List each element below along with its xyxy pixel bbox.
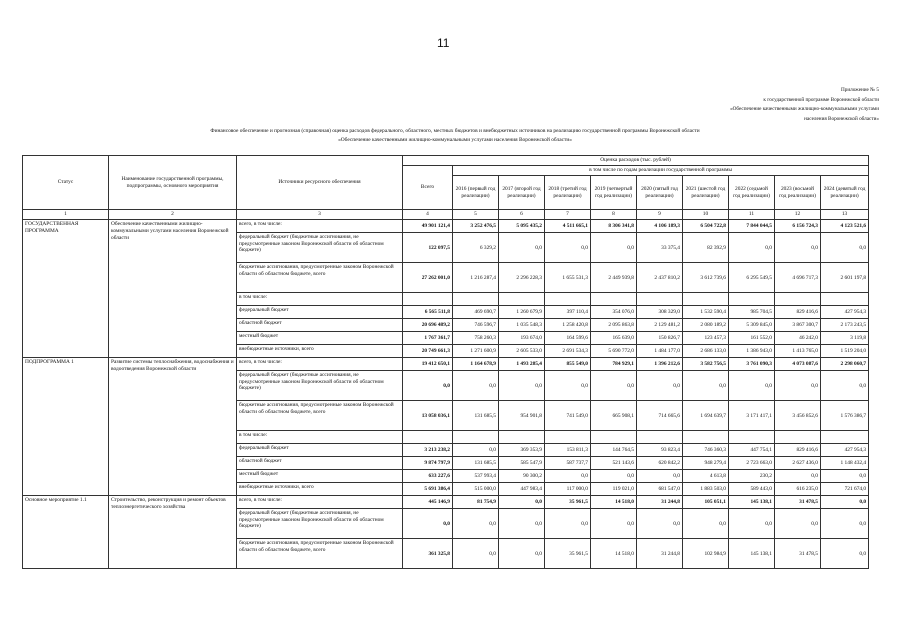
cell-year-value: 6 295 549,5 (729, 263, 775, 293)
column-number: 9 (637, 210, 683, 220)
cell-year-value: 0,0 (683, 509, 729, 539)
cell-year-value (821, 431, 869, 444)
cell-year-value: 90 300,2 (499, 470, 545, 483)
cell-year-value: 105 051,1 (683, 496, 729, 509)
cell-year-value: 31 478,5 (775, 496, 821, 509)
row-funding-source: всего, в том числе: (237, 358, 403, 371)
cell-year-value: 1 386 943,0 (729, 345, 775, 358)
cell-year-value: 0,0 (545, 233, 591, 263)
cell-year-value: 829 416,6 (775, 306, 821, 319)
column-number-row (23, 210, 869, 220)
cell-year-value: 153 811,3 (545, 444, 591, 457)
cell-total (403, 293, 453, 306)
cell-year-value: 14 518,0 (591, 496, 637, 509)
cell-year-value: 119 021,0 (591, 483, 637, 496)
cell-year-value: 0,0 (499, 509, 545, 539)
cell-year-value: 616 235,0 (775, 483, 821, 496)
cell-year-value: 0,0 (821, 470, 869, 483)
row-funding-source: федеральный бюджет (бюджетные ассигнования, не предусмотренные законом Воронежской области об областном бюджете) (237, 233, 403, 263)
cell-year-value: 4 613,8 (683, 470, 729, 483)
cell-total: 122 097,5 (403, 233, 453, 263)
cell-year-value: 145 138,1 (729, 496, 775, 509)
cell-year-value: 0,0 (453, 371, 499, 401)
cell-year-value: 145 138,1 (729, 539, 775, 569)
row-funding-source: в том числе: (237, 293, 403, 306)
cell-year-value: 5 690 772,0 (591, 345, 637, 358)
cell-year-value: 0,0 (591, 509, 637, 539)
cell-year-value: 829 416,6 (775, 444, 821, 457)
cell-year-value: 150 826,7 (637, 332, 683, 345)
cell-year-value: 3 456 852,6 (775, 401, 821, 431)
cell-year-value: 3 171 417,1 (729, 401, 775, 431)
row-funding-source: областной бюджет (237, 457, 403, 470)
cell-year-value (545, 431, 591, 444)
cell-year-value: 102 984,9 (683, 539, 729, 569)
header-name: Наименование государственной программы, подпрограммы, основного мероприятия (109, 156, 237, 210)
cell-total: 19 412 650,1 (403, 358, 453, 371)
header-year: 2023 (восьмой год реализации) (775, 176, 821, 210)
cell-year-value (683, 431, 729, 444)
cell-year-value: 46 242,0 (775, 332, 821, 345)
column-number: 2 (109, 210, 237, 220)
cell-year-value: 0,0 (545, 371, 591, 401)
column-number: 5 (453, 210, 499, 220)
cell-year-value (729, 293, 775, 306)
table-row (23, 358, 869, 371)
cell-year-value: 0,0 (821, 539, 869, 569)
cell-year-value: 948 279,4 (683, 457, 729, 470)
cell-year-value: 0,0 (453, 444, 499, 457)
appendix-line: населения Воронежской области» (804, 115, 879, 122)
cell-year-value: 2 129 481,2 (637, 319, 683, 332)
table-caption (140, 127, 770, 146)
cell-year-value: 0,0 (821, 496, 869, 509)
caption-line: Финансовое обеспечение и прогнозная (справочная) оценка расходов федерального, областного, местных бюджетов и внебюджетных источников на реализацию государственной программы Воронежской области (210, 128, 700, 134)
cell-year-value: 447 754,1 (729, 444, 775, 457)
header-estimate: Оценка расходов (тыс. рублей) (403, 156, 869, 166)
cell-year-value: 2 723 663,0 (729, 457, 775, 470)
row-funding-source: бюджетные ассигнования, предусмотренные законом Воронежской области об областном бюджете, всего (237, 539, 403, 569)
row-funding-source: внебюджетные источники, всего (237, 345, 403, 358)
cell-year-value: 0,0 (499, 371, 545, 401)
cell-year-value: 5 095 435,2 (499, 220, 545, 233)
header-year: 2024 (девятый год реализации) (821, 176, 869, 210)
cell-year-value: 515 000,0 (453, 483, 499, 496)
column-number: 3 (237, 210, 403, 220)
cell-year-value: 0,0 (775, 509, 821, 539)
row-funding-source: федеральный бюджет (237, 306, 403, 319)
cell-year-value: 1 396 212,6 (637, 358, 683, 371)
cell-year-value: 1 164 678,9 (453, 358, 499, 371)
caption-line: «Обеспечение качественными жилищно-коммунальными услугами населения Воронежской области» (338, 137, 572, 144)
cell-total: 3 213 238,2 (403, 444, 453, 457)
cell-year-value: 746 596,7 (453, 319, 499, 332)
cell-year-value: 721 674,0 (821, 483, 869, 496)
cell-year-value: 2 691 534,3 (545, 345, 591, 358)
cell-year-value: 537 993,4 (453, 470, 499, 483)
column-number: 1 (23, 210, 109, 220)
header-year: 2020 (пятый год реализации) (637, 176, 683, 210)
cell-year-value: 2 449 939,8 (591, 263, 637, 293)
cell-year-value: 3 867 300,7 (775, 319, 821, 332)
cell-year-value (453, 293, 499, 306)
row-program-name: Строительство, реконструкция и ремонт объектов теплоэнергетического хозяйства (109, 496, 237, 569)
header-year: 2021 (шестой год реализации) (683, 176, 729, 210)
column-number: 6 (499, 210, 545, 220)
cell-year-value: 758 260,3 (453, 332, 499, 345)
cell-total: 5 691 386,4 (403, 483, 453, 496)
cell-year-value: 0,0 (637, 371, 683, 401)
cell-year-value: 714 665,6 (637, 401, 683, 431)
cell-year-value: 1 258 420,8 (545, 319, 591, 332)
row-funding-source: всего, в том числе: (237, 220, 403, 233)
cell-total: 361 325,8 (403, 539, 453, 569)
cell-year-value: 33 375,4 (637, 233, 683, 263)
row-status: ГОСУДАРСТВЕННАЯ ПРОГРАММА (23, 220, 109, 358)
cell-year-value: 665 908,1 (591, 401, 637, 431)
row-funding-source: бюджетные ассигнования, предусмотренные законом Воронежской области об областном бюджете, всего (237, 263, 403, 293)
cell-total: 6 565 511,8 (403, 306, 453, 319)
cell-year-value: 985 704,5 (729, 306, 775, 319)
cell-year-value: 4 696 717,3 (775, 263, 821, 293)
cell-total: 9 874 797,9 (403, 457, 453, 470)
cell-year-value: 954 901,8 (499, 401, 545, 431)
cell-year-value: 354 076,0 (591, 306, 637, 319)
table-row (23, 496, 869, 509)
cell-year-value: 427 954,3 (821, 306, 869, 319)
cell-year-value: 369 353,9 (499, 444, 545, 457)
cell-year-value: 14 518,0 (591, 539, 637, 569)
cell-year-value (637, 431, 683, 444)
cell-year-value: 3 119,8 (821, 332, 869, 345)
cell-year-value (499, 293, 545, 306)
cell-year-value: 161 552,0 (729, 332, 775, 345)
cell-year-value: 2 605 533,0 (499, 345, 545, 358)
cell-year-value: 2 080 189,2 (683, 319, 729, 332)
cell-year-value: 1 035 548,3 (499, 319, 545, 332)
cell-year-value: 0,0 (729, 509, 775, 539)
cell-year-value: 31 244,8 (637, 539, 683, 569)
row-funding-source: федеральный бюджет (бюджетные ассигнования, не предусмотренные законом Воронежской области об областном бюджете) (237, 371, 403, 401)
header-year: 2019 (четвертый год реализации) (591, 176, 637, 210)
cell-year-value: 589 443,0 (729, 483, 775, 496)
header-total: Всего (403, 166, 453, 210)
cell-year-value: 6 329,2 (453, 233, 499, 263)
cell-year-value: 7 844 044,5 (729, 220, 775, 233)
cell-year-value: 521 143,6 (591, 457, 637, 470)
column-number: 12 (775, 210, 821, 220)
cell-year-value: 308 329,0 (637, 306, 683, 319)
cell-total: 20 749 661,3 (403, 345, 453, 358)
cell-year-value: 31 244,8 (637, 496, 683, 509)
cell-year-value: 397 110,4 (545, 306, 591, 319)
appendix-note (539, 86, 879, 124)
cell-year-value: 6 156 724,3 (775, 220, 821, 233)
cell-total: 13 058 036,1 (403, 401, 453, 431)
cell-year-value: 0,0 (775, 470, 821, 483)
cell-year-value: 0,0 (821, 233, 869, 263)
header-year: 2017 (второй год реализации) (499, 176, 545, 210)
cell-total: 0,0 (403, 371, 453, 401)
cell-year-value: 0,0 (637, 470, 683, 483)
cell-year-value: 4 123 521,6 (821, 220, 869, 233)
row-funding-source: федеральный бюджет (бюджетные ассигнования, не предусмотренные законом Воронежской области об областном бюджете) (237, 509, 403, 539)
cell-year-value: 0,0 (591, 233, 637, 263)
cell-year-value: 3 582 756,5 (683, 358, 729, 371)
row-funding-source: бюджетные ассигнования, предусмотренные законом Воронежской области об областном бюджете, всего (237, 401, 403, 431)
cell-year-value: 0,0 (775, 233, 821, 263)
cell-year-value: 469 690,7 (453, 306, 499, 319)
cell-year-value: 2 601 197,8 (821, 263, 869, 293)
cell-year-value: 4 106 189,3 (637, 220, 683, 233)
table-body (23, 220, 869, 569)
cell-year-value (637, 293, 683, 306)
cell-year-value: 0,0 (591, 371, 637, 401)
cell-year-value: 93 823,4 (637, 444, 683, 457)
cell-year-value (591, 293, 637, 306)
cell-year-value: 82 392,9 (683, 233, 729, 263)
cell-year-value: 165 639,0 (591, 332, 637, 345)
cell-year-value: 164 599,6 (545, 332, 591, 345)
table-row (23, 220, 869, 233)
table-header (23, 156, 869, 220)
cell-total: 1 767 361,7 (403, 332, 453, 345)
cell-year-value: 1 493 285,4 (499, 358, 545, 371)
cell-year-value: 0,0 (729, 371, 775, 401)
appendix-line: «Обеспечение качественными жилищно-коммунальными услугами (730, 106, 879, 113)
cell-year-value: 681 547,0 (637, 483, 683, 496)
cell-year-value: 746 360,3 (683, 444, 729, 457)
cell-year-value: 4 073 087,6 (775, 358, 821, 371)
cell-total: 445 146,9 (403, 496, 453, 509)
cell-year-value: 447 983,4 (499, 483, 545, 496)
cell-year-value: 784 929,1 (591, 358, 637, 371)
cell-year-value: 2 298 060,7 (821, 358, 869, 371)
cell-year-value: 0,0 (821, 509, 869, 539)
cell-year-value: 193 674,0 (499, 332, 545, 345)
cell-total: 27 262 001,0 (403, 263, 453, 293)
cell-year-value: 1 271 600,9 (453, 345, 499, 358)
cell-year-value: 0,0 (453, 539, 499, 569)
cell-year-value (591, 431, 637, 444)
cell-total: 633 227,6 (403, 470, 453, 483)
financing-table (22, 155, 869, 569)
cell-year-value: 2 173 243,5 (821, 319, 869, 332)
cell-year-value (821, 293, 869, 306)
header-source: Источники ресурсного обеспечения (237, 156, 403, 210)
cell-year-value: 2 437 810,2 (637, 263, 683, 293)
cell-year-value: 1 519 204,0 (821, 345, 869, 358)
cell-year-value: 35 961,5 (545, 539, 591, 569)
row-funding-source: всего, в том числе: (237, 496, 403, 509)
cell-year-value: 0,0 (683, 371, 729, 401)
cell-year-value: 741 549,0 (545, 401, 591, 431)
column-number: 4 (403, 210, 453, 220)
row-funding-source: местный бюджет (237, 332, 403, 345)
row-program-name: Обеспечение качественными жилищно-коммунальными услугами населения Воронежской области (109, 220, 237, 358)
cell-year-value: 0,0 (821, 371, 869, 401)
cell-year-value (729, 431, 775, 444)
row-program-name: Развитие системы теплоснабжения, водоснабжения и водоотведения Воронежской области (109, 358, 237, 496)
cell-year-value: 31 478,5 (775, 539, 821, 569)
cell-year-value (499, 431, 545, 444)
row-status: ПОДПРОГРАММА 1 (23, 358, 109, 496)
header-year: 2018 (третий год реализации) (545, 176, 591, 210)
column-number: 10 (683, 210, 729, 220)
header-year: 2016 (первый год реализации) (453, 176, 499, 210)
cell-year-value: 1 883 503,0 (683, 483, 729, 496)
cell-year-value: 1 694 639,7 (683, 401, 729, 431)
cell-year-value: 855 549,0 (545, 358, 591, 371)
cell-total: 20 696 489,2 (403, 319, 453, 332)
page-number: 11 (437, 36, 450, 50)
row-status: Основное мероприятие 1.1 (23, 496, 109, 569)
cell-year-value: 1 260 679,9 (499, 306, 545, 319)
cell-year-value: 5 309 845,0 (729, 319, 775, 332)
cell-year-value: 117 000,0 (545, 483, 591, 496)
cell-year-value: 2 627 436,0 (775, 457, 821, 470)
header-status: Статус (23, 156, 109, 210)
cell-year-value: 0,0 (591, 470, 637, 483)
cell-year-value: 1 576 386,7 (821, 401, 869, 431)
cell-year-value (683, 293, 729, 306)
cell-year-value: 0,0 (775, 371, 821, 401)
cell-year-value (545, 293, 591, 306)
cell-year-value: 2 296 228,3 (499, 263, 545, 293)
cell-year-value: 81 754,9 (453, 496, 499, 509)
cell-year-value: 0,0 (499, 233, 545, 263)
cell-year-value: 35 961,5 (545, 496, 591, 509)
cell-year-value: 0,0 (499, 539, 545, 569)
cell-year-value: 131 685,5 (453, 457, 499, 470)
cell-year-value: 8 306 341,8 (591, 220, 637, 233)
cell-year-value: 131 685,5 (453, 401, 499, 431)
header-by-years: в том числе по годам реализации государственной программы (453, 166, 869, 176)
row-funding-source: в том числе: (237, 431, 403, 444)
row-funding-source: федеральный бюджет (237, 444, 403, 457)
cell-year-value: 0,0 (637, 509, 683, 539)
cell-total (403, 431, 453, 444)
row-funding-source: местный бюджет (237, 470, 403, 483)
cell-year-value: 620 842,2 (637, 457, 683, 470)
cell-year-value (775, 293, 821, 306)
header-year: 2022 (седьмой год реализации) (729, 176, 775, 210)
cell-year-value (775, 431, 821, 444)
cell-year-value: 427 954,3 (821, 444, 869, 457)
cell-year-value: 587 737,7 (545, 457, 591, 470)
cell-year-value: 1 413 765,0 (775, 345, 821, 358)
cell-year-value: 0,0 (499, 496, 545, 509)
cell-year-value: 585 547,9 (499, 457, 545, 470)
cell-year-value: 3 761 090,3 (729, 358, 775, 371)
column-number: 13 (821, 210, 869, 220)
cell-year-value: 1 148 432,4 (821, 457, 869, 470)
row-funding-source: областной бюджет (237, 319, 403, 332)
cell-year-value: 1 655 531,3 (545, 263, 591, 293)
cell-year-value: 3 612 739,6 (683, 263, 729, 293)
cell-year-value: 0,0 (453, 509, 499, 539)
cell-year-value: 1 532 590,4 (683, 306, 729, 319)
cell-year-value: 4 511 665,1 (545, 220, 591, 233)
cell-year-value (453, 431, 499, 444)
cell-year-value: 230,2 (729, 470, 775, 483)
column-number: 11 (729, 210, 775, 220)
cell-year-value: 1 484 177,0 (637, 345, 683, 358)
cell-year-value: 0,0 (729, 233, 775, 263)
cell-year-value: 1 216 287,4 (453, 263, 499, 293)
appendix-line: к государственной программе Воронежской области (763, 96, 879, 103)
row-funding-source: внебюджетные источники, всего (237, 483, 403, 496)
column-number: 7 (545, 210, 591, 220)
cell-total: 0,0 (403, 509, 453, 539)
cell-year-value: 123 457,3 (683, 332, 729, 345)
cell-year-value: 6 504 722,8 (683, 220, 729, 233)
appendix-line: Приложение № 5 (841, 87, 879, 93)
cell-year-value: 0,0 (545, 470, 591, 483)
cell-year-value: 144 764,5 (591, 444, 637, 457)
cell-year-value: 0,0 (545, 509, 591, 539)
cell-year-value: 2 686 133,0 (683, 345, 729, 358)
cell-year-value: 3 252 476,5 (453, 220, 499, 233)
cell-total: 49 901 121,4 (403, 220, 453, 233)
column-number: 8 (591, 210, 637, 220)
cell-year-value: 2 095 863,8 (591, 319, 637, 332)
